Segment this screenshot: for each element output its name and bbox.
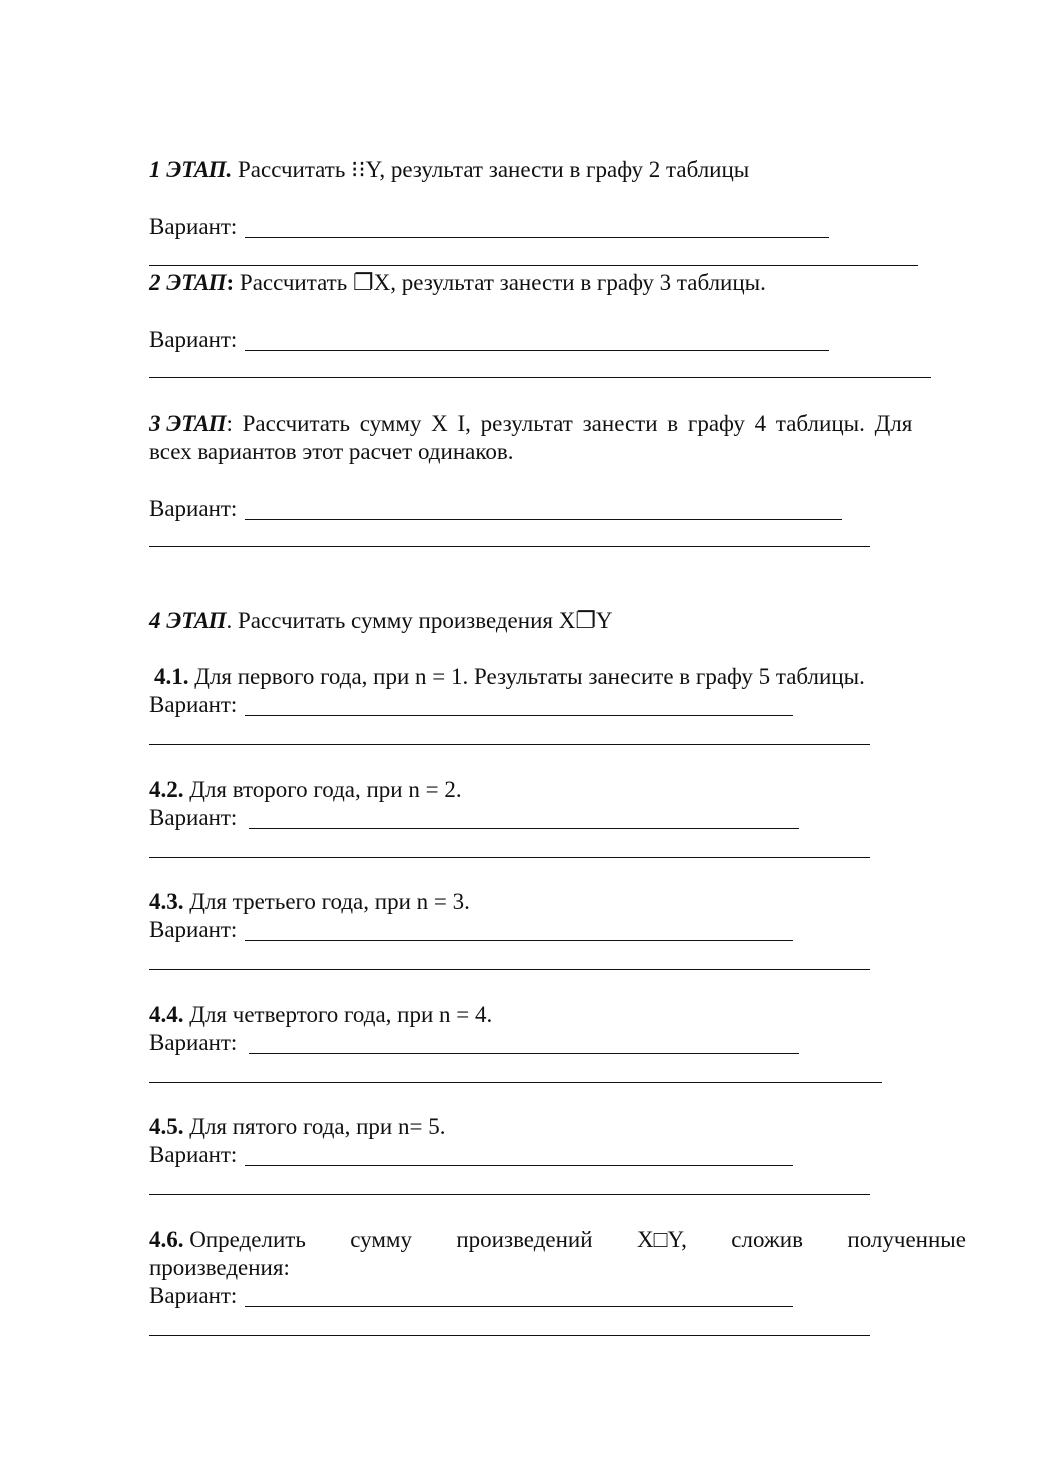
sub46-word-1: сумму	[350, 1227, 412, 1252]
sub44-heading	[149, 1001, 492, 1029]
stage1-answer-line[interactable]	[245, 237, 829, 238]
sub41-text: Для первого года, при n = 1. Результаты занесите в графу 5 таблицы.	[188, 664, 865, 689]
stage2-variant-label: Вариант:	[149, 327, 238, 352]
sub46-variant-label: Вариант:	[149, 1283, 238, 1308]
sub44-text: Для четвертого года, при n = 4.	[183, 1002, 493, 1027]
sub41-answer-line[interactable]	[245, 715, 793, 716]
stage2-number: 2 ЭТАП	[149, 270, 227, 295]
sub46-heading	[149, 1226, 966, 1254]
stage3-variant-label: Вариант:	[149, 496, 238, 521]
stage2-text: Рассчитать ❐X, результат занести в графу 3 таблицы.	[234, 270, 766, 295]
sub43-number: 4.3.	[149, 889, 184, 914]
sub46-answer-line[interactable]	[245, 1306, 793, 1307]
sub46-word-3: X□Y,	[636, 1227, 687, 1252]
sub45-variant-label: Вариант:	[149, 1142, 238, 1167]
sub45-text: Для пятого года, при n= 5.	[183, 1114, 446, 1139]
sub43-heading	[149, 888, 470, 916]
sub44-number: 4.4.	[149, 1002, 184, 1027]
stage4-heading	[149, 607, 613, 635]
sub44-variant-label: Вариант:	[149, 1030, 238, 1055]
sub45-answer-line-2[interactable]	[149, 1194, 870, 1195]
sub46-word-5: полученные	[847, 1227, 966, 1252]
sub46-number: 4.6.	[149, 1227, 184, 1252]
stage2-heading	[149, 269, 766, 297]
sub45-heading	[149, 1113, 445, 1141]
sub46-word-4: сложив	[731, 1227, 803, 1252]
sub42-text: Для второго года, при n = 2.	[183, 777, 462, 802]
stage1-text: Рассчитать ⁝⁝Y, результат занести в графу 2 таблицы	[232, 157, 750, 182]
sub43-answer-line-2[interactable]	[149, 969, 870, 970]
sub46-first-word	[149, 1226, 306, 1254]
sub44-answer-line[interactable]	[249, 1053, 799, 1054]
sub42-answer-line[interactable]	[249, 828, 799, 829]
sub45-number: 4.5.	[149, 1114, 184, 1139]
sub42-number: 4.2.	[149, 777, 184, 802]
stage4-text: . Рассчитать сумму произведения X❐Y	[226, 608, 613, 633]
sub46-word-2: произведений	[456, 1227, 593, 1252]
stage2-answer-line-2[interactable]	[149, 377, 931, 378]
sub41-heading	[154, 663, 865, 691]
stage1-heading	[149, 156, 749, 184]
stage1-answer-line-2[interactable]	[149, 265, 918, 266]
stage1-number: 1 ЭТАП.	[149, 157, 233, 182]
stage3-answer-line[interactable]	[245, 519, 842, 520]
sub42-heading	[149, 776, 462, 804]
sub42-answer-line-2[interactable]	[149, 857, 870, 858]
sub45-answer-line[interactable]	[245, 1165, 793, 1166]
stage4-number: 4 ЭТАП	[149, 608, 227, 633]
stage1-variant-label: Вариант:	[149, 214, 238, 239]
stage3-text-line2: всех вариантов этот расчет одинаков.	[149, 439, 514, 464]
sub41-number: 4.1.	[154, 664, 189, 689]
stage2-colon: :	[226, 270, 235, 295]
stage3-number: 3 ЭТАП	[149, 411, 227, 436]
sub42-variant-label: Вариант:	[149, 805, 238, 830]
sub46-text-line2: произведения:	[149, 1255, 290, 1280]
sub43-text: Для третьего года, при n = 3.	[183, 889, 470, 914]
sub43-answer-line[interactable]	[245, 940, 793, 941]
sub41-variant-label: Вариант:	[149, 692, 238, 717]
sub46-answer-line-2[interactable]	[149, 1335, 870, 1336]
stage2-answer-line[interactable]	[245, 350, 829, 351]
sub41-answer-line-2[interactable]	[149, 744, 870, 745]
stage3-answer-line-2[interactable]	[149, 546, 870, 547]
sub43-variant-label: Вариант:	[149, 917, 238, 942]
sub46-word-0: Определить	[189, 1227, 306, 1252]
stage3-text: : Рассчитать сумму X I, результат занести в графу 4 таблицы. Для	[226, 411, 913, 436]
sub44-answer-line-2[interactable]	[149, 1082, 882, 1083]
stage3-heading	[149, 410, 966, 438]
